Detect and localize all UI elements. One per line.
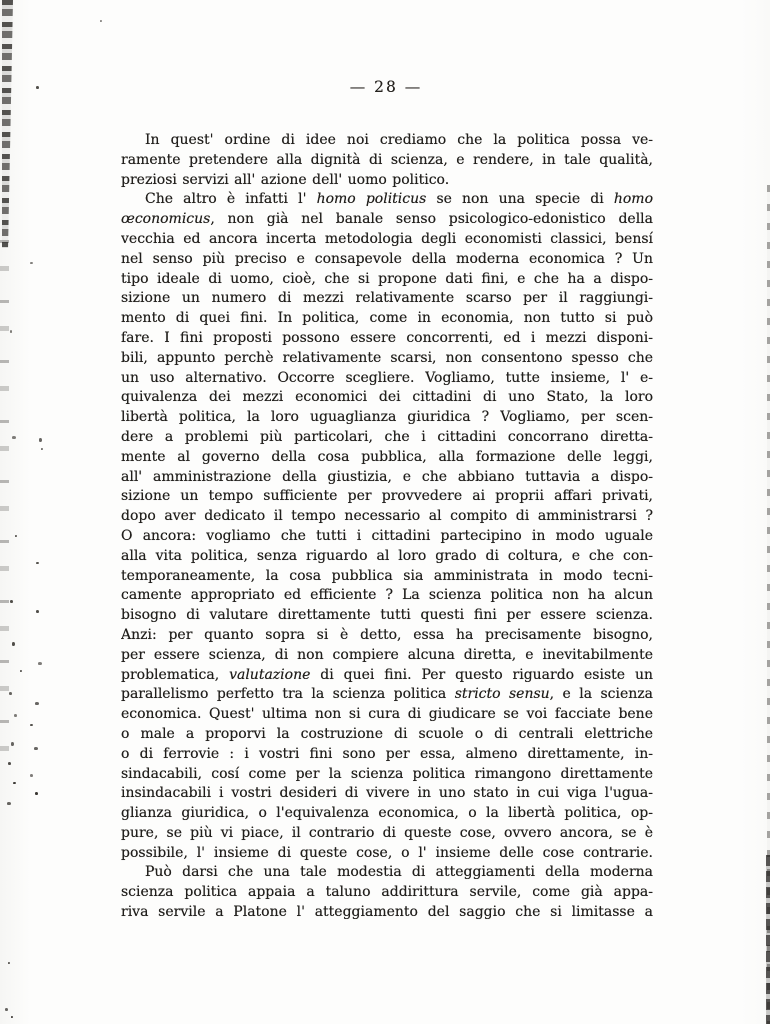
text-line: O ancora: vogliamo che tutti i cittadini partecipino in modo uguale bbox=[121, 527, 653, 544]
text-line: temporaneamente, la cosa pubblica sia amministrata in modo tecni- bbox=[121, 567, 653, 584]
text-line: libertà politica, la loro uguaglianza giuridica ? Vogliamo, per scen- bbox=[121, 409, 653, 426]
text-line: bili, appunto perchè relativamente scarsi, non consentono spesso che bbox=[121, 349, 653, 366]
text-line: nel senso più preciso e consapevole della moderna economica ? Un bbox=[121, 250, 653, 267]
text-line: Può darsi che una tale modestia di atteggiamenti della moderna bbox=[145, 864, 653, 881]
text-line: mento di quei fini. In politica, come in economia, non tutto si può bbox=[121, 310, 653, 327]
text-line: fare. I fini proposti possono essere concorrenti, ed i mezzi disponi- bbox=[121, 329, 653, 346]
ink-speck-artifact bbox=[8, 762, 11, 765]
text-line: o male a proporvi la costruzione di scuole o di centrali elettriche bbox=[121, 725, 653, 742]
text-line: sindacabili, cosí come per la scienza politica rimangono direttamente bbox=[121, 765, 653, 782]
ink-speck-artifact bbox=[100, 20, 102, 22]
text-line: dere a problemi più particolari, che i cittadini concorrano diretta- bbox=[121, 428, 653, 445]
text-line: œconomicus, non già nel banale senso psicologico-edonistico della bbox=[121, 211, 653, 228]
ink-speck-artifact bbox=[15, 535, 17, 537]
text-line: vecchia ed ancora incerta metodologia degli economisti classici, bensí bbox=[121, 230, 653, 247]
ink-speck-artifact bbox=[13, 782, 16, 784]
text-line: all' amministrazione della giustizia, e che abbiano tuttavia a dispo- bbox=[121, 468, 653, 485]
ink-speck-artifact bbox=[35, 792, 38, 795]
text-line: pure, se più vi piace, il contrario di queste cose, ovvero ancora, se è bbox=[121, 824, 653, 841]
text-line: alla vita politica, senza riguardo al loro grado di coltura, e che con- bbox=[121, 547, 653, 564]
ink-speck-artifact bbox=[30, 262, 33, 264]
text-line: o di ferrovie : i vostri fini sono per essa, almeno direttamente, in- bbox=[121, 745, 653, 762]
text-line: sizione un numero di mezzi relativamente scarso per il raggiungi- bbox=[121, 290, 653, 307]
text-line: economica. Quest' ultima non si cura di giudicare se voi facciate bene bbox=[121, 706, 653, 723]
text-line: Che altro è infatti l' homo politicus se non una specie di homo bbox=[145, 191, 653, 208]
ink-speck-artifact bbox=[36, 610, 39, 613]
scan-binding-artifact bbox=[2, 0, 13, 248]
text-line: bisogno di valutare direttamente tutti questi fini per essere scienza. bbox=[121, 607, 653, 624]
ink-speck-artifact bbox=[39, 438, 42, 442]
text-line: camente appropriato ed efficiente ? La scienza politica non ha alcun bbox=[121, 587, 653, 604]
page-text-block bbox=[121, 131, 653, 923]
scan-right-edge-dark-artifact bbox=[766, 855, 770, 1024]
text-line: un uso alternativo. Occorre scegliere. Vogliamo, tutte insieme, l' e- bbox=[121, 369, 653, 386]
ink-speck-artifact bbox=[7, 802, 11, 805]
text-line: mente al governo della cosa pubblica, alla formazione delle leggi, bbox=[121, 448, 653, 465]
ink-speck-artifact bbox=[11, 1016, 13, 1018]
ink-speck-artifact bbox=[41, 448, 43, 450]
text-line: glianza giuridica, o l'equivalenza economica, o la libertà politica, op- bbox=[121, 805, 653, 822]
ink-speck-artifact bbox=[30, 774, 33, 777]
ink-speck-artifact bbox=[10, 330, 12, 333]
text-line: ramente pretendere alla dignità di scienza, e rendere, in tale qualità, bbox=[121, 151, 653, 168]
text-line: quivalenza dei mezzi economici dei cittadini di uno Stato, la loro bbox=[121, 389, 653, 406]
text-line: parallelismo perfetto tra la scienza politica stricto sensu, e la scienza bbox=[121, 686, 653, 703]
ink-speck-artifact bbox=[30, 724, 33, 726]
ink-speck-artifact bbox=[36, 562, 39, 564]
ink-speck-artifact bbox=[8, 962, 10, 964]
text-line: riva servile a Platone l' atteggiamento del saggio che si limitasse a bbox=[121, 904, 653, 921]
text-line: Anzi: per quanto sopra si è detto, essa ha precisamente bisogno, bbox=[121, 626, 653, 643]
text-line: sizione un tempo sufficiente per provvedere ai proprii affari privati, bbox=[121, 488, 653, 505]
ink-speck-artifact bbox=[11, 742, 14, 746]
text-line: per essere scienza, di non compiere alcuna diretta, e inevitabilmente bbox=[121, 646, 653, 663]
ink-speck-artifact bbox=[12, 642, 15, 646]
text-line: In quest' ordine di idee noi crediamo che la politica possa ve- bbox=[145, 132, 653, 148]
ink-speck-artifact bbox=[20, 670, 22, 672]
ink-speck-artifact bbox=[10, 600, 13, 603]
ink-speck-artifact bbox=[35, 702, 39, 705]
text-line: preziosi servizi all' azione dell' uomo politico. bbox=[121, 171, 450, 188]
ink-speck-artifact bbox=[34, 747, 38, 750]
page-number: — 28 — bbox=[349, 78, 423, 96]
ink-speck-artifact bbox=[14, 714, 17, 717]
text-line: possibile, l' insieme di queste cose, o l' insieme delle cose contrarie. bbox=[121, 844, 653, 861]
text-line: problematica, valutazione di quei fini. Per questo riguardo esiste un bbox=[121, 666, 653, 683]
ink-speck-artifact bbox=[5, 1008, 8, 1011]
scan-binding-fade-artifact bbox=[0, 240, 9, 760]
ink-speck-artifact bbox=[38, 662, 42, 665]
text-line: scienza politica appaia a taluno addirittura servile, come già appa- bbox=[121, 884, 653, 901]
text-line: tipo ideale di uomo, cioè, che si propone dati fini, e che ha a dispo- bbox=[121, 270, 653, 287]
text-line: dopo aver dedicato il tempo necessario al compito di amministrarsi ? bbox=[121, 508, 653, 525]
ink-speck-artifact bbox=[12, 436, 16, 439]
text-line: insindacabili i vostri desideri di vivere in uno stato in cui viga l'ugua- bbox=[121, 785, 653, 802]
ink-speck-artifact bbox=[9, 692, 12, 695]
ink-speck-artifact bbox=[36, 86, 39, 89]
